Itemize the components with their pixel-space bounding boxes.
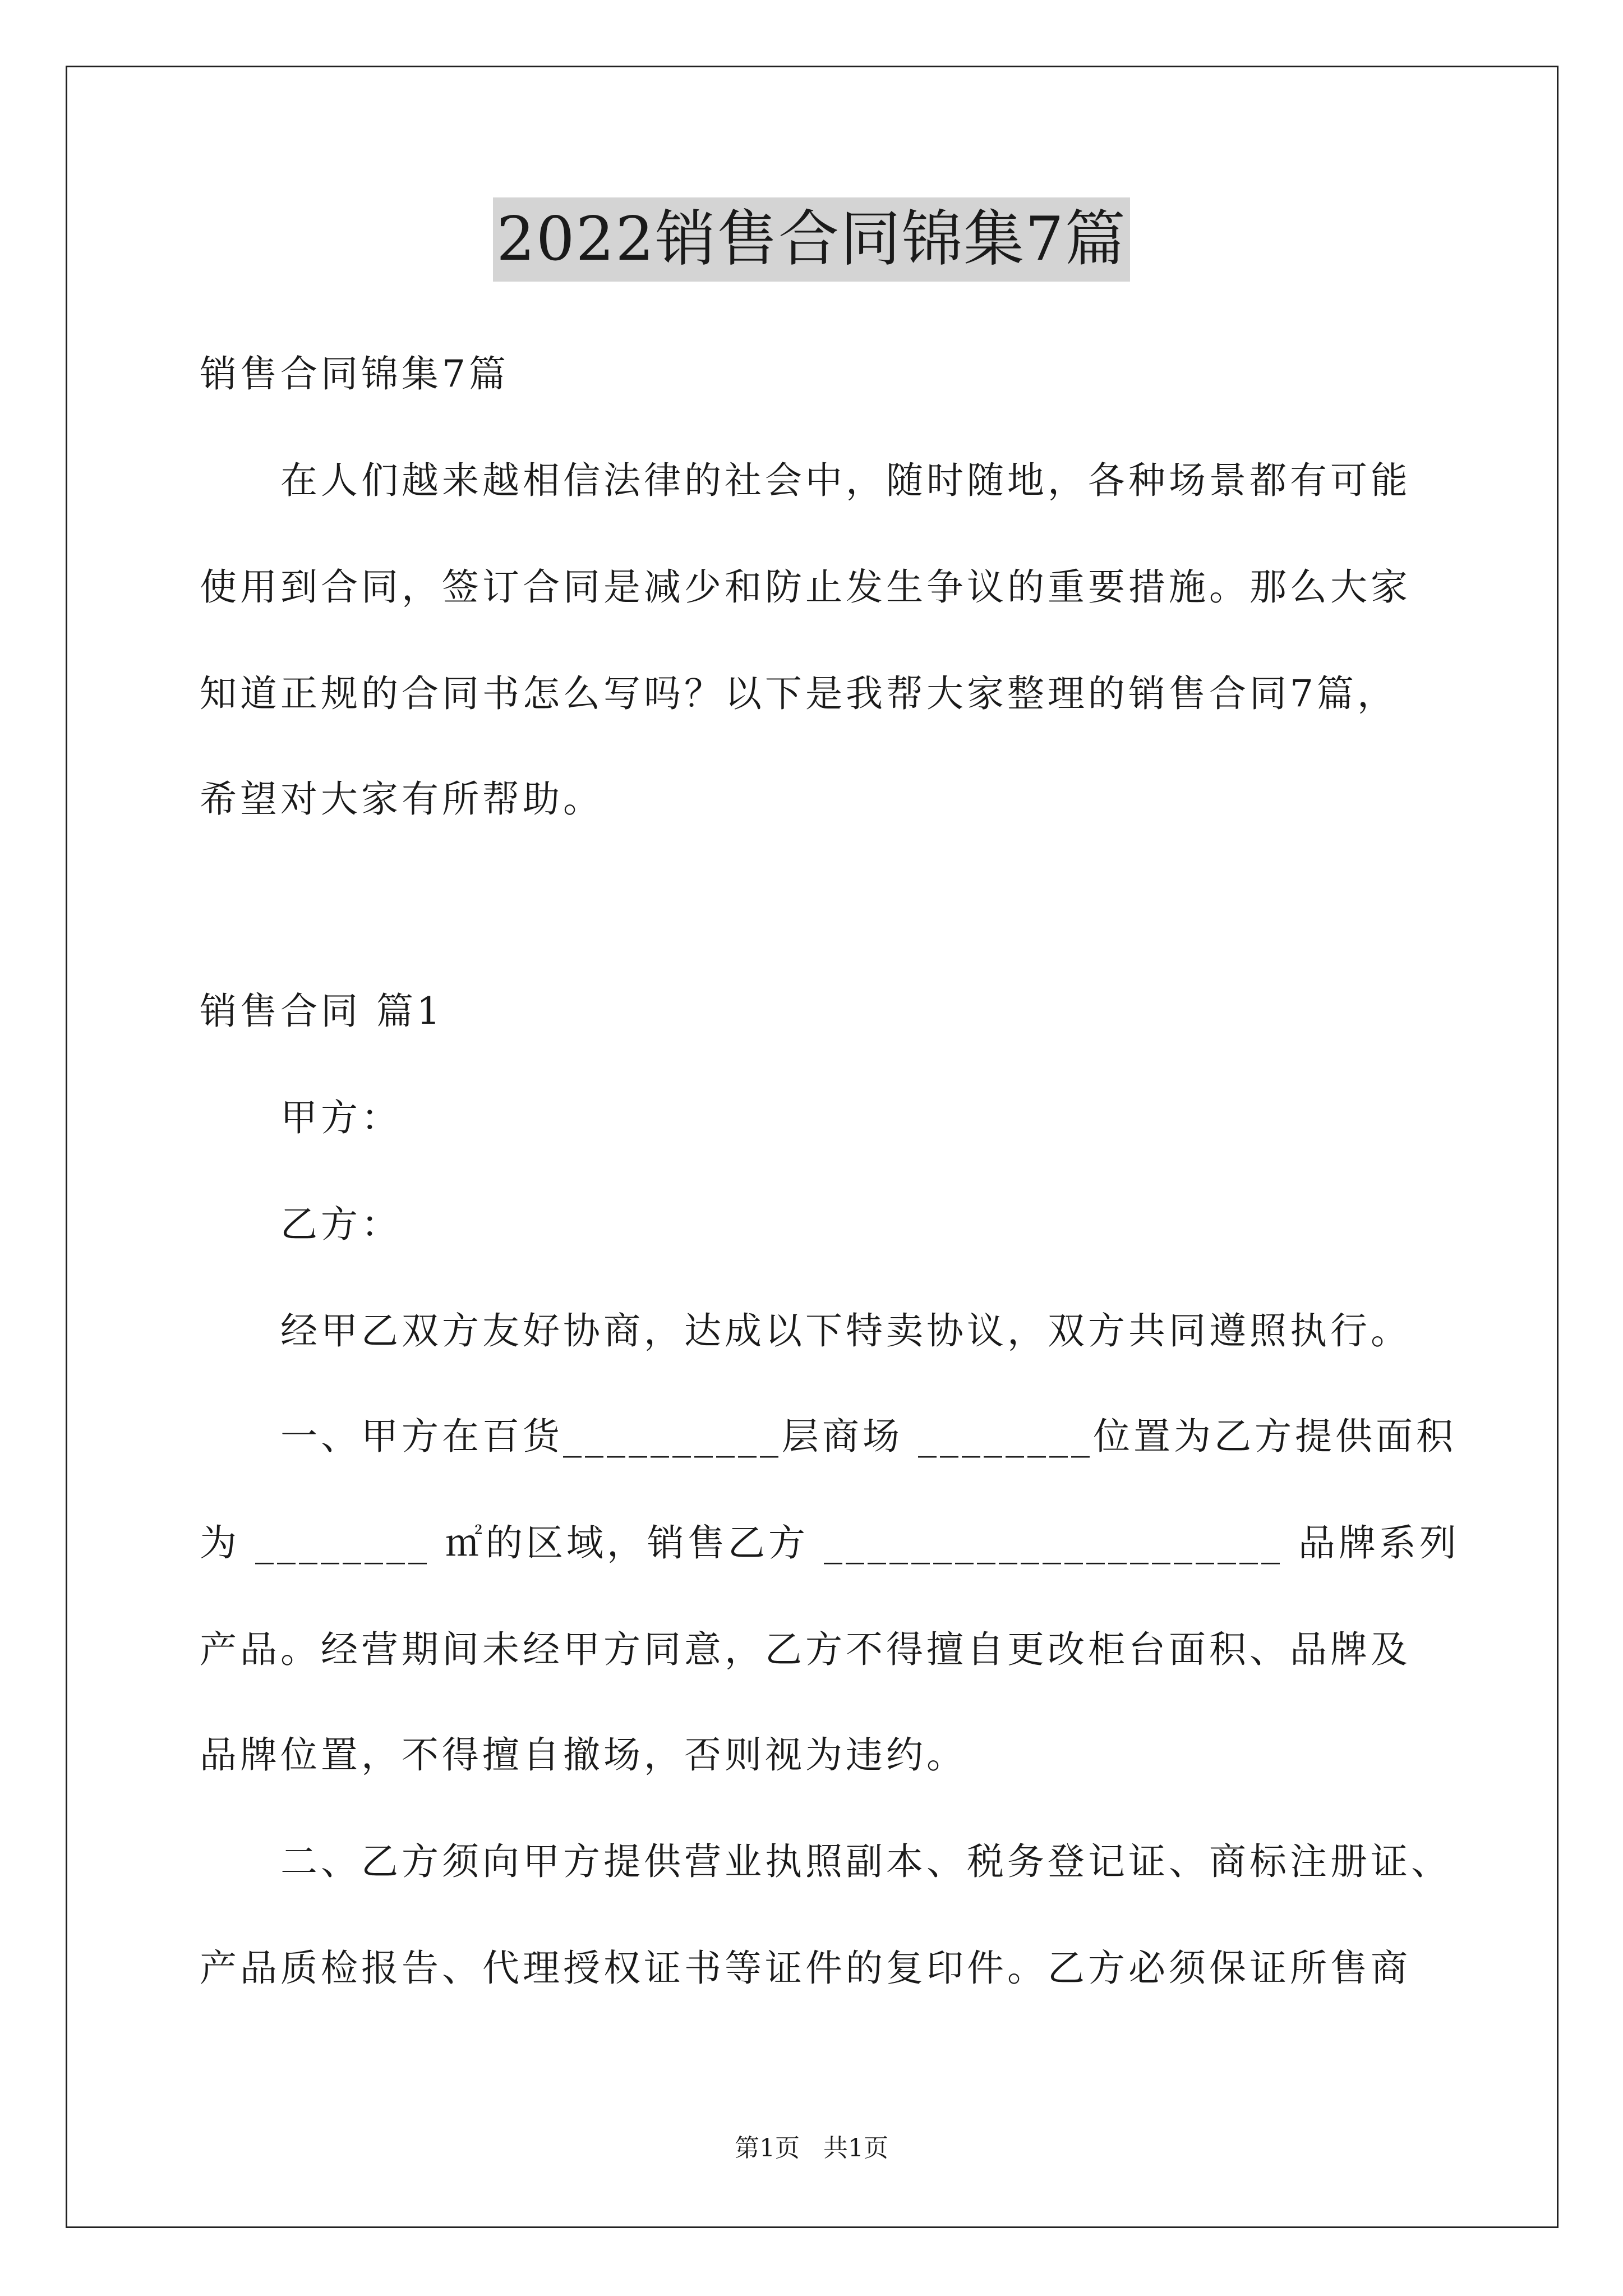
document-title: 2022销售合同锦集7篇 bbox=[493, 197, 1130, 282]
clause-1-line-4: 品牌位置，不得擅自撤场，否则视为违约。 bbox=[200, 1733, 967, 1777]
intro-line-4: 希望对大家有所帮助。 bbox=[200, 777, 603, 821]
clause-2-line-2: 产品质检报告、代理授权证书等证件的复印件。乙方必须保证所售商 bbox=[200, 1947, 1411, 1990]
party-a-line: 甲方： bbox=[280, 1096, 402, 1139]
intro-line-1: 在人们越来越相信法律的社会中，随时随地，各种场景都有可能 bbox=[280, 459, 1411, 502]
page-footer: 第1页 共1页 bbox=[735, 2134, 888, 2162]
section-heading: 销售合同 篇1 bbox=[200, 990, 444, 1033]
clause-1-line-2: 为 ________ ㎡的区域，销售乙方 _____________________ 品牌系列 bbox=[200, 1521, 1460, 1565]
clause-2-line-1: 二、乙方须向甲方提供营业执照副本、税务登记证、商标注册证、 bbox=[280, 1840, 1451, 1883]
subtitle-line: 销售合同锦集7篇 bbox=[200, 352, 509, 395]
title-wrap bbox=[0, 197, 1623, 282]
clause-1-line-1: 一、甲方在百货__________层商场 ________位置为乙方提供面积 bbox=[280, 1415, 1456, 1458]
intro-line-3: 知道正规的合同书怎么写吗？以下是我帮大家整理的销售合同7篇， bbox=[200, 672, 1398, 715]
clause-1-line-3: 产品。经营期间未经甲方同意，乙方不得擅自更改柜台面积、品牌及 bbox=[200, 1628, 1411, 1671]
agreement-line: 经甲乙双方友好协商，达成以下特卖协议，双方共同遵照执行。 bbox=[280, 1309, 1411, 1352]
party-b-line: 乙方： bbox=[280, 1203, 402, 1246]
intro-line-2: 使用到合同，签订合同是减少和防止发生争议的重要措施。那么大家 bbox=[200, 565, 1411, 609]
